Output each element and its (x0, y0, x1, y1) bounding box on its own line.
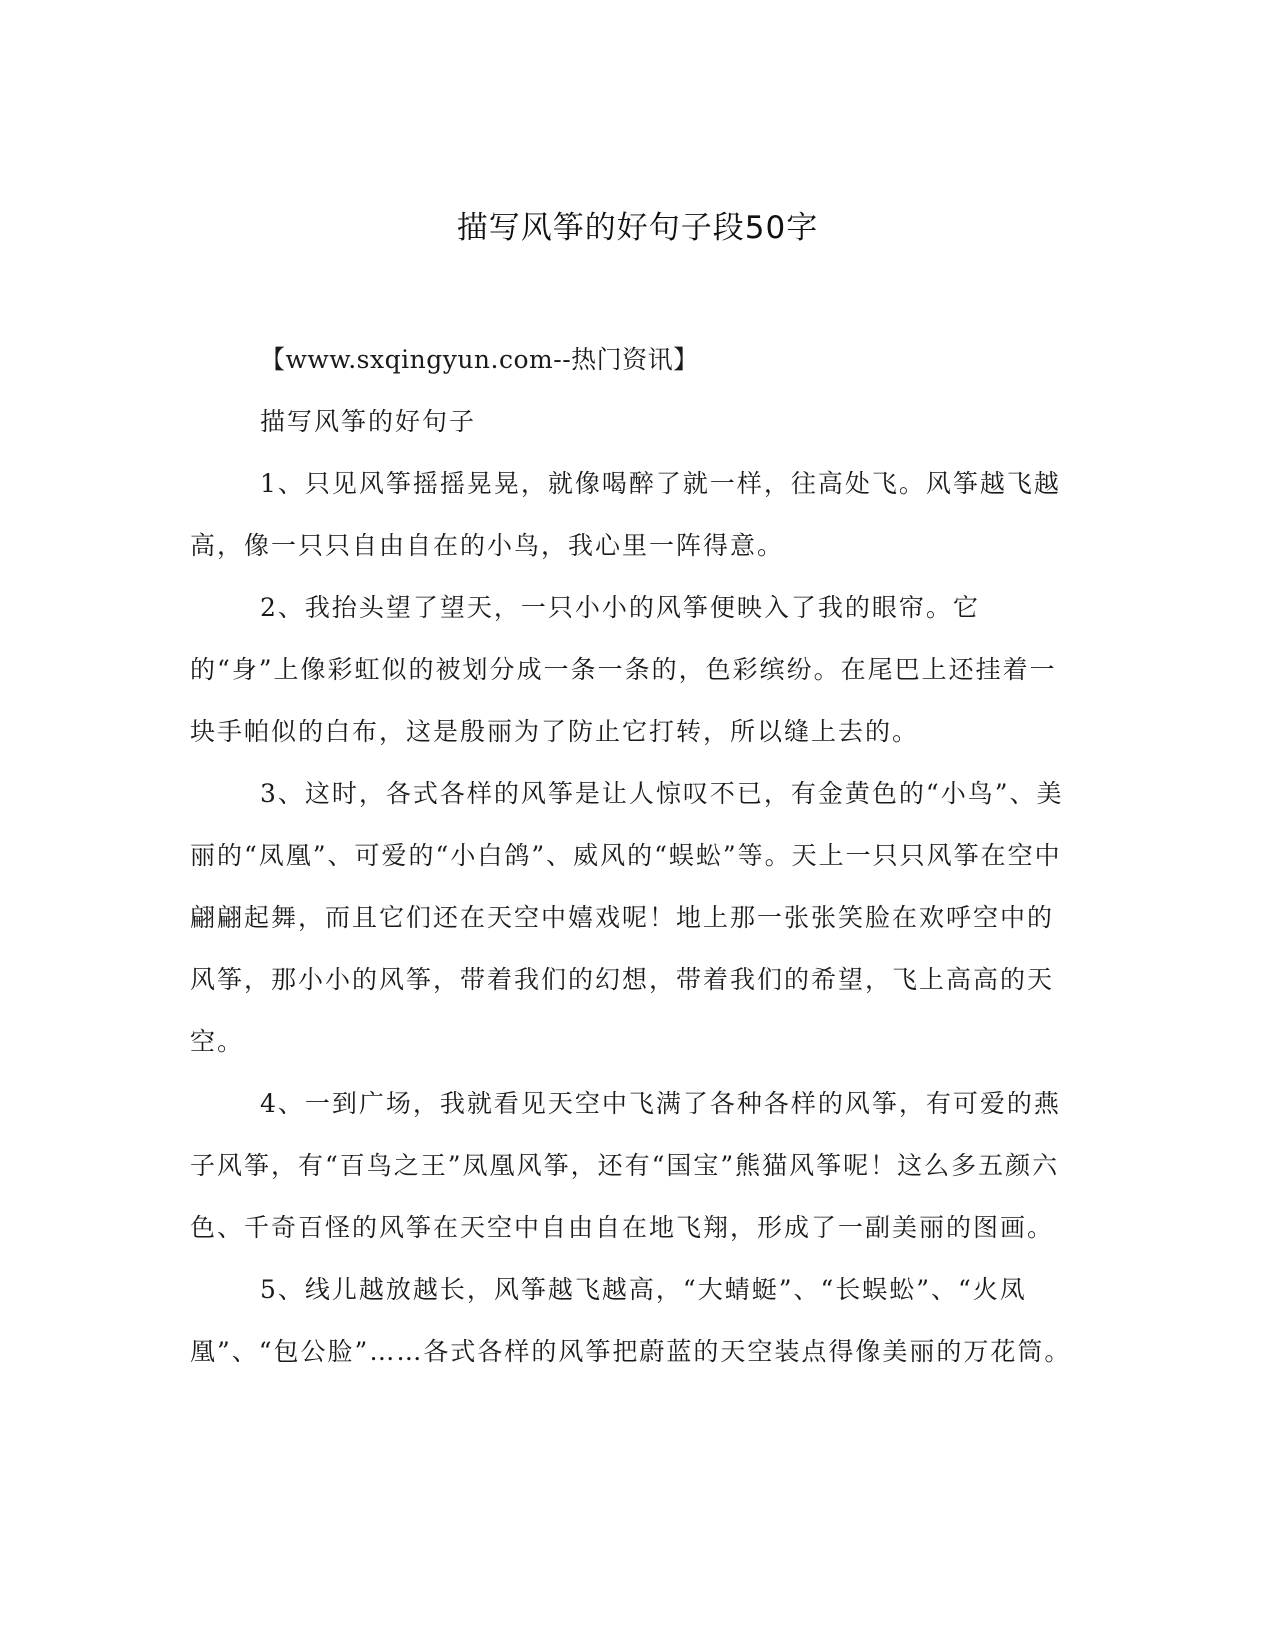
paragraph-3: 3、这时，各式各样的风筝是让人惊叹不已，有金黄色的“小鸟”、美丽的“凤凰”、可爱的“小白鸽”、威风的“蜈蚣”等。天上一只只风筝在空中翩翩起舞，而且它们还在天空中嬉戏呢！地上那一张张笑脸在欢呼空中的风筝，那小小的风筝，带着我们的幻想，带着我们的希望，飞上高高的天空。 (190, 779, 1064, 1056)
paragraph-4: 4、一到广场，我就看见天空中飞满了各种各样的风筝，有可爱的燕子风筝，有“百鸟之王”凤凰风筝，还有“国宝”熊猫风筝呢！这么多五颜六色、千奇百怪的风筝在天空中自由自在地飞翔，形成了一副美丽的图画。 (190, 1089, 1061, 1242)
paragraph-1: 1、只见风筝摇摇晃晃，就像喝醉了就一样，往高处飞。风筝越飞越高，像一只只自由自在的小鸟，我心里一阵得意。 (190, 469, 1061, 560)
document-body (190, 329, 1080, 1383)
paragraph-5: 5、线儿越放越长，风筝越飞越高，“大蜻蜓”、“长蜈蚣”、“火凤凰”、“包公脸”……各式各样的风筝把蔚蓝的天空装点得像美丽的万花筒。 (190, 1275, 1072, 1366)
source-line: 【www.sxqingyun.com--热门资讯】 (260, 345, 699, 374)
paragraph-2: 2、我抬头望了望天，一只小小的风筝便映入了我的眼帘。它的“身”上像彩虹似的被划分成一条一条的，色彩缤纷。在尾巴上还挂着一块手帕似的白布，这是殷丽为了防止它打转，所以缝上去的。 (190, 593, 1057, 746)
document-title: 描写风筝的好句子段50字 (456, 210, 819, 246)
subheading: 描写风筝的好句子 (260, 407, 477, 436)
